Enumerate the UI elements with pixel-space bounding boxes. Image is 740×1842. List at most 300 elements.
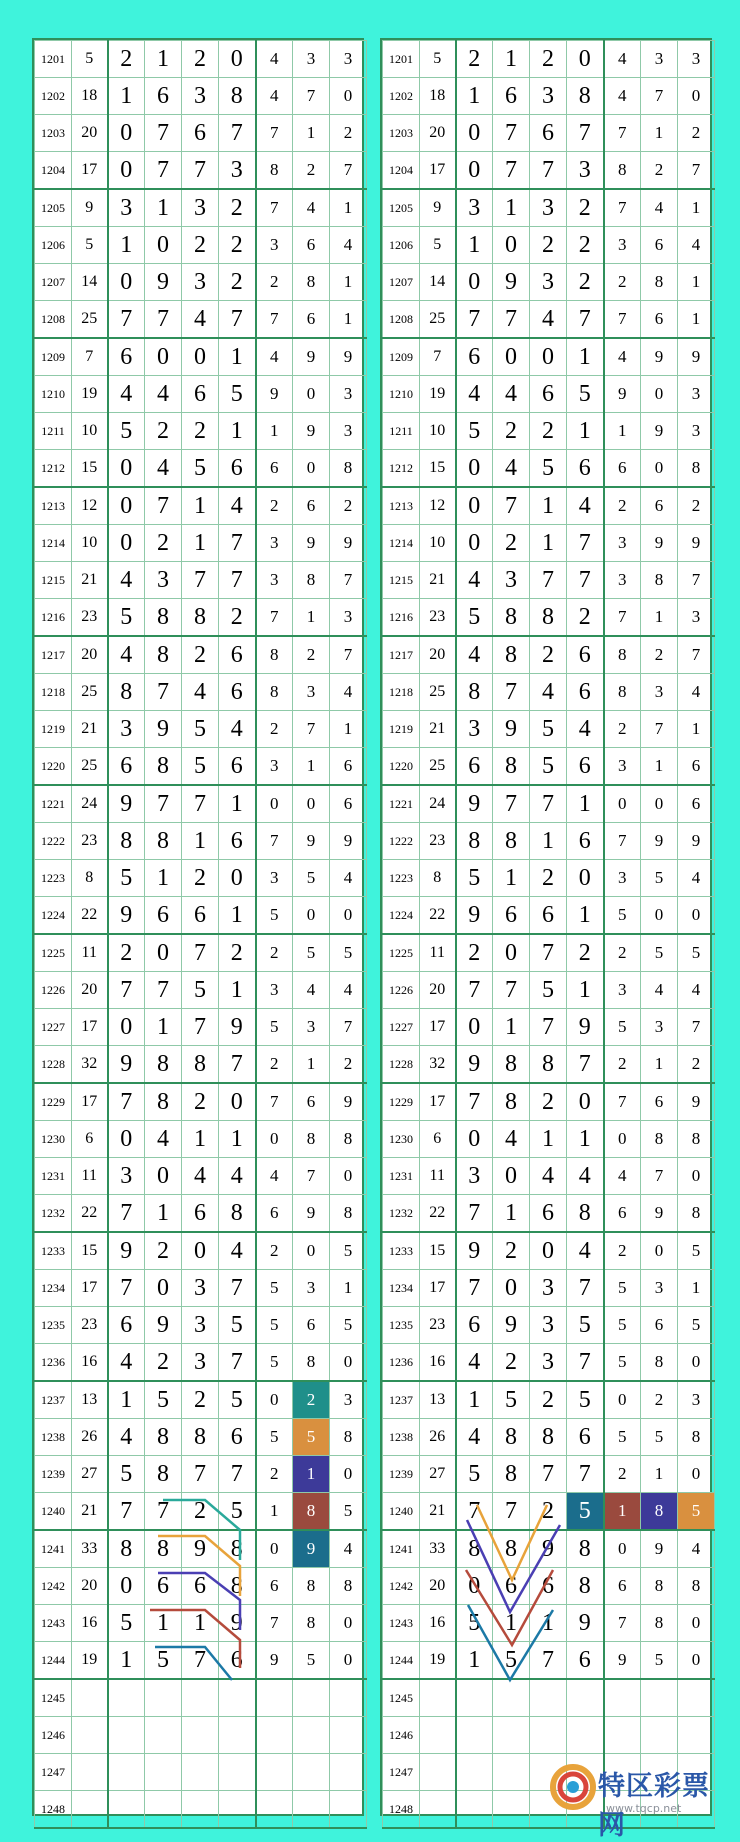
table-row xyxy=(35,785,367,823)
left-digit-cell: 9 xyxy=(219,1009,256,1046)
left-digit-cell: 2 xyxy=(145,413,182,450)
right-stat-cell: 0 xyxy=(604,1121,641,1158)
right-digit-cell: 4 xyxy=(567,1232,604,1270)
right-stat-cell: 3 xyxy=(604,860,641,897)
right-issue-number-cell: 1239 xyxy=(383,1456,420,1493)
left-stat-cell: 5 xyxy=(330,1307,367,1344)
right-sum-cell: 17 xyxy=(420,1270,456,1307)
left-digit-cell: 7 xyxy=(108,1270,145,1307)
left-digit-cell: 0 xyxy=(219,860,256,897)
table-row xyxy=(383,41,715,78)
left-stat-cell: 2 xyxy=(293,636,330,674)
right-stat-cell: 6 xyxy=(641,301,678,339)
left-stat-cell: 5 xyxy=(293,860,330,897)
right-digit-cell xyxy=(493,1679,530,1717)
left-stat-cell: 6 xyxy=(293,1307,330,1344)
right-sum-cell: 16 xyxy=(420,1344,456,1382)
right-digit-cell: 2 xyxy=(456,934,493,972)
table-row xyxy=(35,636,367,674)
left-digit-cell: 9 xyxy=(145,264,182,301)
right-digit-cell: 1 xyxy=(530,487,567,525)
left-issue-number-cell: 1204 xyxy=(35,152,72,190)
left-digit-cell: 7 xyxy=(219,1344,256,1382)
left-issue-number-cell: 1218 xyxy=(35,674,72,711)
right-digit-cell: 4 xyxy=(456,1344,493,1382)
left-stat-cell: 2 xyxy=(330,487,367,525)
right-stat-cell: 0 xyxy=(678,1456,715,1493)
left-digit-cell: 3 xyxy=(182,1344,219,1382)
left-issue-number-cell: 1236 xyxy=(35,1344,72,1382)
right-sum-cell: 24 xyxy=(420,785,456,823)
left-digit-cell: 6 xyxy=(108,748,145,786)
left-digit-cell: 1 xyxy=(182,487,219,525)
left-digit-cell: 1 xyxy=(108,1642,145,1680)
right-stat-cell: 0 xyxy=(678,78,715,115)
left-sum-cell: 16 xyxy=(72,1605,108,1642)
left-digit-cell: 0 xyxy=(182,338,219,376)
left-digit-cell: 8 xyxy=(145,1419,182,1456)
right-digit-cell: 7 xyxy=(530,152,567,190)
right-issue-number-cell: 1225 xyxy=(383,934,420,972)
table-row xyxy=(383,1568,715,1605)
right-digit-cell: 7 xyxy=(530,1642,567,1680)
left-digit-cell: 6 xyxy=(145,1568,182,1605)
table-row xyxy=(383,189,715,227)
left-digit-cell: 0 xyxy=(145,338,182,376)
left-stat-cell: 6 xyxy=(256,1568,293,1605)
table-row xyxy=(383,301,715,339)
table-row xyxy=(35,1158,367,1195)
right-digit-cell: 1 xyxy=(493,189,530,227)
left-stat-cell: 0 xyxy=(256,1530,293,1568)
right-sum-cell: 9 xyxy=(420,189,456,227)
left-sum-cell: 19 xyxy=(72,1642,108,1680)
left-digit-cell: 5 xyxy=(219,1307,256,1344)
left-stat-cell: 5 xyxy=(330,1232,367,1270)
right-digit-cell: 2 xyxy=(530,227,567,264)
right-digit-cell: 4 xyxy=(530,674,567,711)
left-sum-cell: 20 xyxy=(72,972,108,1009)
left-stat-cell: 2 xyxy=(256,711,293,748)
left-digit-cell: 7 xyxy=(182,785,219,823)
left-digit-cell: 4 xyxy=(219,711,256,748)
right-issue-number-cell: 1208 xyxy=(383,301,420,339)
left-stat-cell: 8 xyxy=(330,450,367,488)
left-stat-cell: 3 xyxy=(330,599,367,637)
right-sum-cell: 33 xyxy=(420,1530,456,1568)
left-stat-cell: 0 xyxy=(293,1232,330,1270)
right-stat-cell: 7 xyxy=(678,152,715,190)
left-sum-cell xyxy=(72,1754,108,1791)
left-stat-cell: 5 xyxy=(256,897,293,935)
right-digit-cell: 0 xyxy=(456,115,493,152)
right-stat-cell: 4 xyxy=(641,189,678,227)
left-stat-cell: 2 xyxy=(330,115,367,152)
right-stat-cell: 2 xyxy=(678,1046,715,1084)
right-sum-cell: 26 xyxy=(420,1419,456,1456)
left-digit-cell: 9 xyxy=(145,711,182,748)
left-digit-cell: 4 xyxy=(145,450,182,488)
right-table-panel xyxy=(380,38,712,1816)
right-issue-number-cell: 1220 xyxy=(383,748,420,786)
right-stat-cell: 3 xyxy=(641,1270,678,1307)
left-issue-number-cell: 1231 xyxy=(35,1158,72,1195)
left-digit-cell: 1 xyxy=(108,1381,145,1419)
left-issue-number-cell: 1240 xyxy=(35,1493,72,1531)
table-row xyxy=(35,1344,367,1382)
left-stat-cell: 1 xyxy=(330,264,367,301)
right-digit-cell: 7 xyxy=(530,562,567,599)
right-digit-cell: 2 xyxy=(493,1232,530,1270)
right-issue-number-cell: 1236 xyxy=(383,1344,420,1382)
table-row xyxy=(383,1344,715,1382)
right-digit-cell: 5 xyxy=(493,1381,530,1419)
table-row xyxy=(35,1456,367,1493)
right-digit-cell: 0 xyxy=(456,152,493,190)
left-stat-cell: 1 xyxy=(330,301,367,339)
right-stat-cell: 0 xyxy=(678,1605,715,1642)
left-digit-cell xyxy=(182,1717,219,1754)
left-digit-cell: 8 xyxy=(145,636,182,674)
left-issue-number-cell: 1247 xyxy=(35,1754,72,1791)
right-digit-cell: 7 xyxy=(456,1083,493,1121)
left-stat-cell: 4 xyxy=(256,78,293,115)
table-row xyxy=(383,1009,715,1046)
left-digit-cell: 6 xyxy=(219,450,256,488)
table-row xyxy=(35,1642,367,1680)
left-sum-cell: 22 xyxy=(72,1195,108,1233)
left-stat-cell: 7 xyxy=(330,562,367,599)
right-stat-cell: 9 xyxy=(678,823,715,860)
table-row xyxy=(383,1679,715,1717)
right-stat-cell: 8 xyxy=(678,1195,715,1233)
right-digit-cell: 4 xyxy=(567,711,604,748)
right-stat-cell: 6 xyxy=(604,450,641,488)
left-sum-cell: 12 xyxy=(72,487,108,525)
table-row xyxy=(35,1568,367,1605)
right-digit-cell: 7 xyxy=(530,785,567,823)
right-stat-cell: 7 xyxy=(641,711,678,748)
left-digit-cell: 8 xyxy=(219,1530,256,1568)
right-digit-cell: 0 xyxy=(456,1009,493,1046)
left-digit-cell: 1 xyxy=(219,972,256,1009)
logo-swirl-icon xyxy=(548,1762,598,1812)
right-issue-number-cell: 1234 xyxy=(383,1270,420,1307)
left-stat-cell: 9 xyxy=(293,338,330,376)
left-stat-cell: 0 xyxy=(330,1605,367,1642)
left-stat-cell: 4 xyxy=(330,860,367,897)
right-issue-number-cell: 1214 xyxy=(383,525,420,562)
right-stat-cell: 1 xyxy=(641,748,678,786)
left-stat-cell: 3 xyxy=(330,41,367,78)
right-sum-cell: 22 xyxy=(420,1195,456,1233)
left-issue-number-cell: 1248 xyxy=(35,1791,72,1829)
right-issue-number-cell: 1246 xyxy=(383,1717,420,1754)
left-digit-cell xyxy=(182,1754,219,1791)
left-digit-cell: 2 xyxy=(145,1232,182,1270)
left-stat-cell xyxy=(256,1717,293,1754)
right-digit-cell: 1 xyxy=(493,41,530,78)
left-digit-cell: 1 xyxy=(182,1121,219,1158)
right-digit-cell: 6 xyxy=(530,115,567,152)
site-logo xyxy=(546,1756,736,1841)
right-stat-cell: 0 xyxy=(641,785,678,823)
table-row xyxy=(383,1232,715,1270)
left-digit-cell: 1 xyxy=(145,1195,182,1233)
right-digit-cell: 7 xyxy=(530,1456,567,1493)
left-issue-number-cell: 1245 xyxy=(35,1679,72,1717)
right-digit-cell: 0 xyxy=(493,1158,530,1195)
left-digit-cell: 8 xyxy=(145,1456,182,1493)
left-sum-cell: 26 xyxy=(72,1419,108,1456)
left-digit-cell: 4 xyxy=(182,1158,219,1195)
left-digit-cell: 0 xyxy=(145,1158,182,1195)
left-sum-cell: 25 xyxy=(72,674,108,711)
right-digit-cell: 2 xyxy=(493,1344,530,1382)
left-issue-number-cell: 1219 xyxy=(35,711,72,748)
right-digit-cell: 6 xyxy=(456,1307,493,1344)
left-sum-cell xyxy=(72,1679,108,1717)
right-digit-cell: 5 xyxy=(530,972,567,1009)
right-digit-cell: 4 xyxy=(567,1158,604,1195)
left-stat-cell: 2 xyxy=(256,1232,293,1270)
right-digit-cell: 1 xyxy=(567,785,604,823)
left-digit-cell: 2 xyxy=(182,1493,219,1531)
right-stat-cell: 5 xyxy=(678,1493,715,1531)
right-digit-cell: 6 xyxy=(530,1568,567,1605)
right-digit-cell: 3 xyxy=(530,78,567,115)
right-digit-cell xyxy=(493,1791,530,1829)
table-row xyxy=(383,1195,715,1233)
right-sum-cell: 27 xyxy=(420,1456,456,1493)
right-stat-cell: 7 xyxy=(604,115,641,152)
left-digit-cell: 1 xyxy=(219,897,256,935)
left-sum-cell: 25 xyxy=(72,301,108,339)
right-digit-cell: 8 xyxy=(456,674,493,711)
table-row xyxy=(35,1381,367,1419)
left-digit-cell: 1 xyxy=(145,189,182,227)
left-issue-number-cell: 1238 xyxy=(35,1419,72,1456)
right-digit-cell: 7 xyxy=(567,1456,604,1493)
left-stat-cell: 8 xyxy=(330,1568,367,1605)
left-issue-number-cell: 1241 xyxy=(35,1530,72,1568)
left-digit-cell: 4 xyxy=(108,562,145,599)
right-stat-cell: 8 xyxy=(604,674,641,711)
right-stat-cell: 3 xyxy=(604,525,641,562)
right-digit-cell: 4 xyxy=(493,450,530,488)
left-digit-cell: 2 xyxy=(182,1083,219,1121)
left-issue-number-cell: 1239 xyxy=(35,1456,72,1493)
left-issue-number-cell: 1220 xyxy=(35,748,72,786)
left-issue-number-cell: 1232 xyxy=(35,1195,72,1233)
right-stat-cell: 1 xyxy=(678,1270,715,1307)
left-issue-number-cell: 1227 xyxy=(35,1009,72,1046)
right-stat-cell: 4 xyxy=(678,227,715,264)
left-stat-cell: 8 xyxy=(330,1195,367,1233)
table-row xyxy=(35,934,367,972)
left-digit-cell: 7 xyxy=(108,1493,145,1531)
right-digit-cell: 6 xyxy=(493,78,530,115)
table-row xyxy=(383,413,715,450)
left-stat-cell xyxy=(293,1791,330,1829)
right-stat-cell: 3 xyxy=(678,1381,715,1419)
left-stat-cell: 7 xyxy=(256,189,293,227)
right-digit-cell: 0 xyxy=(567,1083,604,1121)
right-digit-cell: 7 xyxy=(567,301,604,339)
right-stat-cell: 1 xyxy=(641,599,678,637)
right-stat-cell xyxy=(678,1717,715,1754)
left-digit-cell: 7 xyxy=(145,487,182,525)
left-stat-cell: 1 xyxy=(256,1493,293,1531)
right-digit-cell: 3 xyxy=(530,1270,567,1307)
left-issue-number-cell: 1221 xyxy=(35,785,72,823)
left-table-panel xyxy=(32,38,364,1816)
table-row xyxy=(383,1083,715,1121)
table-row xyxy=(35,1121,367,1158)
right-digit-cell: 0 xyxy=(567,41,604,78)
left-sum-cell: 32 xyxy=(72,1046,108,1084)
right-stat-cell: 0 xyxy=(678,1158,715,1195)
left-digit-cell: 3 xyxy=(108,1158,145,1195)
right-digit-cell: 1 xyxy=(456,1381,493,1419)
left-sum-cell: 5 xyxy=(72,227,108,264)
left-digit-cell xyxy=(219,1717,256,1754)
table-row xyxy=(35,1232,367,1270)
right-sum-cell: 5 xyxy=(420,41,456,78)
right-digit-cell xyxy=(456,1717,493,1754)
right-digit-cell: 8 xyxy=(567,1195,604,1233)
left-stat-cell: 2 xyxy=(256,934,293,972)
right-stat-cell: 4 xyxy=(678,972,715,1009)
right-digit-cell: 1 xyxy=(456,227,493,264)
right-digit-cell: 1 xyxy=(567,413,604,450)
left-sum-cell: 24 xyxy=(72,785,108,823)
right-sum-cell: 16 xyxy=(420,1605,456,1642)
left-stat-cell: 3 xyxy=(330,1381,367,1419)
right-digit-cell: 0 xyxy=(493,934,530,972)
right-digit-cell: 9 xyxy=(456,1232,493,1270)
right-stat-cell: 2 xyxy=(604,934,641,972)
right-stat-cell: 3 xyxy=(678,41,715,78)
right-digit-cell: 3 xyxy=(456,711,493,748)
right-digit-cell: 5 xyxy=(567,1493,604,1531)
left-stat-cell: 9 xyxy=(256,1642,293,1680)
right-digit-cell: 3 xyxy=(493,562,530,599)
left-digit-cell: 8 xyxy=(145,599,182,637)
left-digit-cell: 7 xyxy=(145,674,182,711)
right-stat-cell: 8 xyxy=(604,636,641,674)
left-stat-cell: 3 xyxy=(293,41,330,78)
left-issue-number-cell: 1215 xyxy=(35,562,72,599)
left-stat-cell: 5 xyxy=(256,1419,293,1456)
left-digit-cell: 8 xyxy=(219,1568,256,1605)
right-stat-cell: 1 xyxy=(604,1493,641,1531)
right-sum-cell: 20 xyxy=(420,636,456,674)
left-digit-cell: 6 xyxy=(182,1195,219,1233)
left-digit-cell: 8 xyxy=(182,1419,219,1456)
right-stat-cell: 9 xyxy=(678,525,715,562)
right-stat-cell: 7 xyxy=(641,1158,678,1195)
left-digit-cell: 2 xyxy=(145,1344,182,1382)
right-sum-cell: 21 xyxy=(420,562,456,599)
right-digit-cell: 7 xyxy=(530,1009,567,1046)
table-row xyxy=(35,674,367,711)
left-digit-cell: 8 xyxy=(219,78,256,115)
right-stat-cell: 5 xyxy=(641,1419,678,1456)
left-stat-cell xyxy=(256,1679,293,1717)
right-digit-cell xyxy=(567,1717,604,1754)
right-sum-cell: 10 xyxy=(420,413,456,450)
left-stat-cell: 8 xyxy=(293,1568,330,1605)
right-digit-cell: 2 xyxy=(530,41,567,78)
left-digit-cell: 7 xyxy=(219,525,256,562)
right-digit-cell: 7 xyxy=(567,525,604,562)
right-stat-cell: 0 xyxy=(641,1232,678,1270)
left-digit-cell: 5 xyxy=(182,972,219,1009)
right-digit-cell: 6 xyxy=(493,897,530,935)
right-issue-number-cell: 1237 xyxy=(383,1381,420,1419)
left-stat-cell: 2 xyxy=(330,1046,367,1084)
left-digit-cell: 5 xyxy=(219,1493,256,1531)
left-digit-cell: 9 xyxy=(182,1530,219,1568)
table-row xyxy=(383,1717,715,1754)
left-digit-cell: 4 xyxy=(219,1232,256,1270)
left-stat-cell: 4 xyxy=(293,972,330,1009)
left-digit-cell: 1 xyxy=(182,525,219,562)
left-issue-number-cell: 1242 xyxy=(35,1568,72,1605)
right-digit-cell xyxy=(493,1717,530,1754)
left-stat-cell: 0 xyxy=(330,1344,367,1382)
left-stat-cell xyxy=(256,1791,293,1829)
right-digit-cell: 0 xyxy=(456,450,493,488)
right-digit-cell: 1 xyxy=(567,1121,604,1158)
left-sum-cell: 23 xyxy=(72,1307,108,1344)
table-row xyxy=(35,1493,367,1531)
left-digit-cell xyxy=(108,1679,145,1717)
left-digit-cell: 7 xyxy=(219,1270,256,1307)
left-digit-cell: 7 xyxy=(182,1009,219,1046)
right-stat-cell xyxy=(678,1679,715,1717)
left-digit-cell xyxy=(219,1679,256,1717)
left-stat-cell: 8 xyxy=(330,1121,367,1158)
table-row xyxy=(35,487,367,525)
left-digit-cell: 5 xyxy=(145,1642,182,1680)
right-issue-number-cell: 1219 xyxy=(383,711,420,748)
left-stat-cell: 9 xyxy=(256,376,293,413)
table-row xyxy=(383,860,715,897)
right-issue-number-cell: 1232 xyxy=(383,1195,420,1233)
right-sum-cell: 7 xyxy=(420,338,456,376)
table-row xyxy=(383,450,715,488)
table-row xyxy=(35,748,367,786)
left-digit-cell: 9 xyxy=(108,1046,145,1084)
left-stat-cell: 9 xyxy=(330,338,367,376)
left-digit-cell: 8 xyxy=(108,1530,145,1568)
table-row xyxy=(35,115,367,152)
right-sum-cell: 21 xyxy=(420,1493,456,1531)
right-digit-cell: 2 xyxy=(530,413,567,450)
right-digit-cell: 8 xyxy=(567,78,604,115)
left-stat-cell: 9 xyxy=(330,823,367,860)
left-sum-cell: 17 xyxy=(72,152,108,190)
left-stat-cell xyxy=(293,1754,330,1791)
right-digit-cell: 7 xyxy=(493,972,530,1009)
right-stat-cell: 2 xyxy=(604,711,641,748)
table-row xyxy=(383,636,715,674)
right-digit-cell xyxy=(493,1754,530,1791)
left-issue-number-cell: 1230 xyxy=(35,1121,72,1158)
right-digit-cell: 4 xyxy=(530,1158,567,1195)
